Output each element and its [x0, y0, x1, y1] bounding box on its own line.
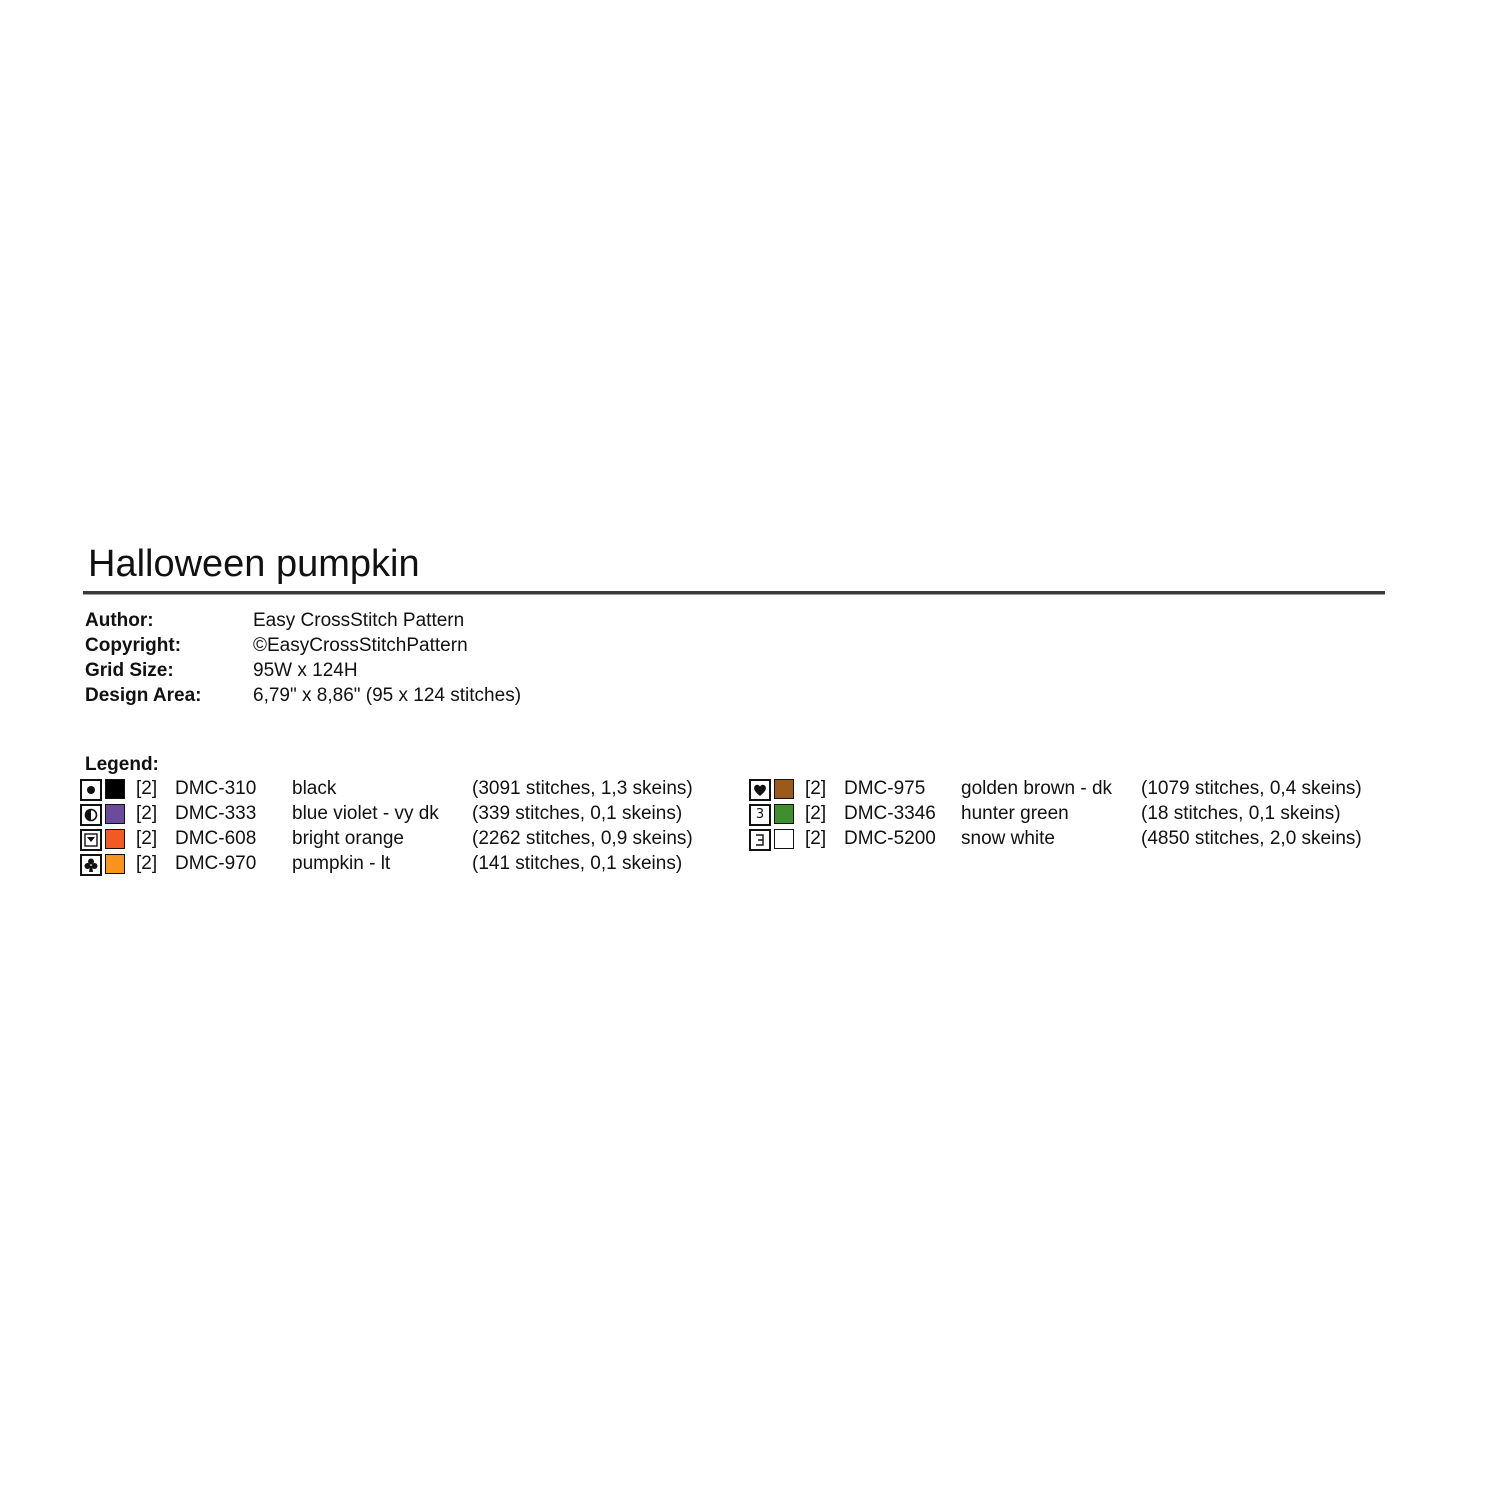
page-title: Halloween pumpkin — [88, 543, 420, 585]
design-area-label: Design Area: — [85, 685, 202, 706]
stitch-stats: (2262 stitches, 0,9 skeins) — [472, 828, 693, 849]
stitch-stats: (1079 stitches, 0,4 skeins) — [1141, 778, 1362, 799]
heart-icon — [749, 779, 771, 801]
floss-code: DMC-3346 — [844, 803, 936, 824]
strand-count: [2] — [136, 853, 158, 874]
author-value: Easy CrossStitch Pattern — [253, 610, 465, 631]
floss-name: golden brown - dk — [961, 778, 1113, 799]
stitch-stats: (18 stitches, 0,1 skeins) — [1141, 803, 1341, 824]
author-label: Author: — [85, 610, 154, 631]
floss-name: bright orange — [292, 828, 404, 849]
color-swatch — [105, 779, 125, 799]
color-swatch — [774, 829, 794, 849]
stitch-stats: (3091 stitches, 1,3 skeins) — [472, 778, 693, 799]
stitch-stats: (339 stitches, 0,1 skeins) — [472, 803, 683, 824]
stitch-stats: (4850 stitches, 2,0 skeins) — [1141, 828, 1362, 849]
color-swatch — [105, 829, 125, 849]
grid-size-value: 95W x 124H — [253, 660, 358, 681]
legend-title: Legend: — [85, 754, 159, 775]
strand-count: [2] — [805, 778, 827, 799]
floss-code: DMC-970 — [175, 853, 257, 874]
down-triangle-icon — [80, 829, 102, 851]
floss-name: snow white — [961, 828, 1055, 849]
floss-name: blue violet - vy dk — [292, 803, 439, 824]
grid-size-label: Grid Size: — [85, 660, 174, 681]
design-area-value: 6,79" x 8,86" (95 x 124 stitches) — [253, 685, 522, 706]
floss-name: hunter green — [961, 803, 1069, 824]
color-swatch — [105, 854, 125, 874]
digit-three-icon: 3 — [749, 804, 771, 826]
title-divider — [83, 591, 1385, 595]
floss-code: DMC-310 — [175, 778, 257, 799]
strand-count: [2] — [805, 803, 827, 824]
dot-in-square-icon — [80, 779, 102, 801]
floss-code: DMC-608 — [175, 828, 257, 849]
color-swatch — [774, 779, 794, 799]
strand-count: [2] — [805, 828, 827, 849]
color-swatch — [774, 804, 794, 824]
strand-count: [2] — [136, 778, 158, 799]
strand-count: [2] — [136, 803, 158, 824]
floss-name: pumpkin - lt — [292, 853, 391, 874]
strand-count: [2] — [136, 828, 158, 849]
floss-code: DMC-975 — [844, 778, 926, 799]
club-icon — [80, 854, 102, 876]
floss-code: DMC-333 — [175, 803, 257, 824]
reversed-e-icon — [749, 829, 771, 851]
floss-code: DMC-5200 — [844, 828, 936, 849]
half-circle-icon — [80, 804, 102, 826]
copyright-label: Copyright: — [85, 635, 182, 656]
stitch-stats: (141 stitches, 0,1 skeins) — [472, 853, 683, 874]
color-swatch — [105, 804, 125, 824]
copyright-value: ©EasyCrossStitchPattern — [253, 635, 468, 656]
floss-name: black — [292, 778, 337, 799]
